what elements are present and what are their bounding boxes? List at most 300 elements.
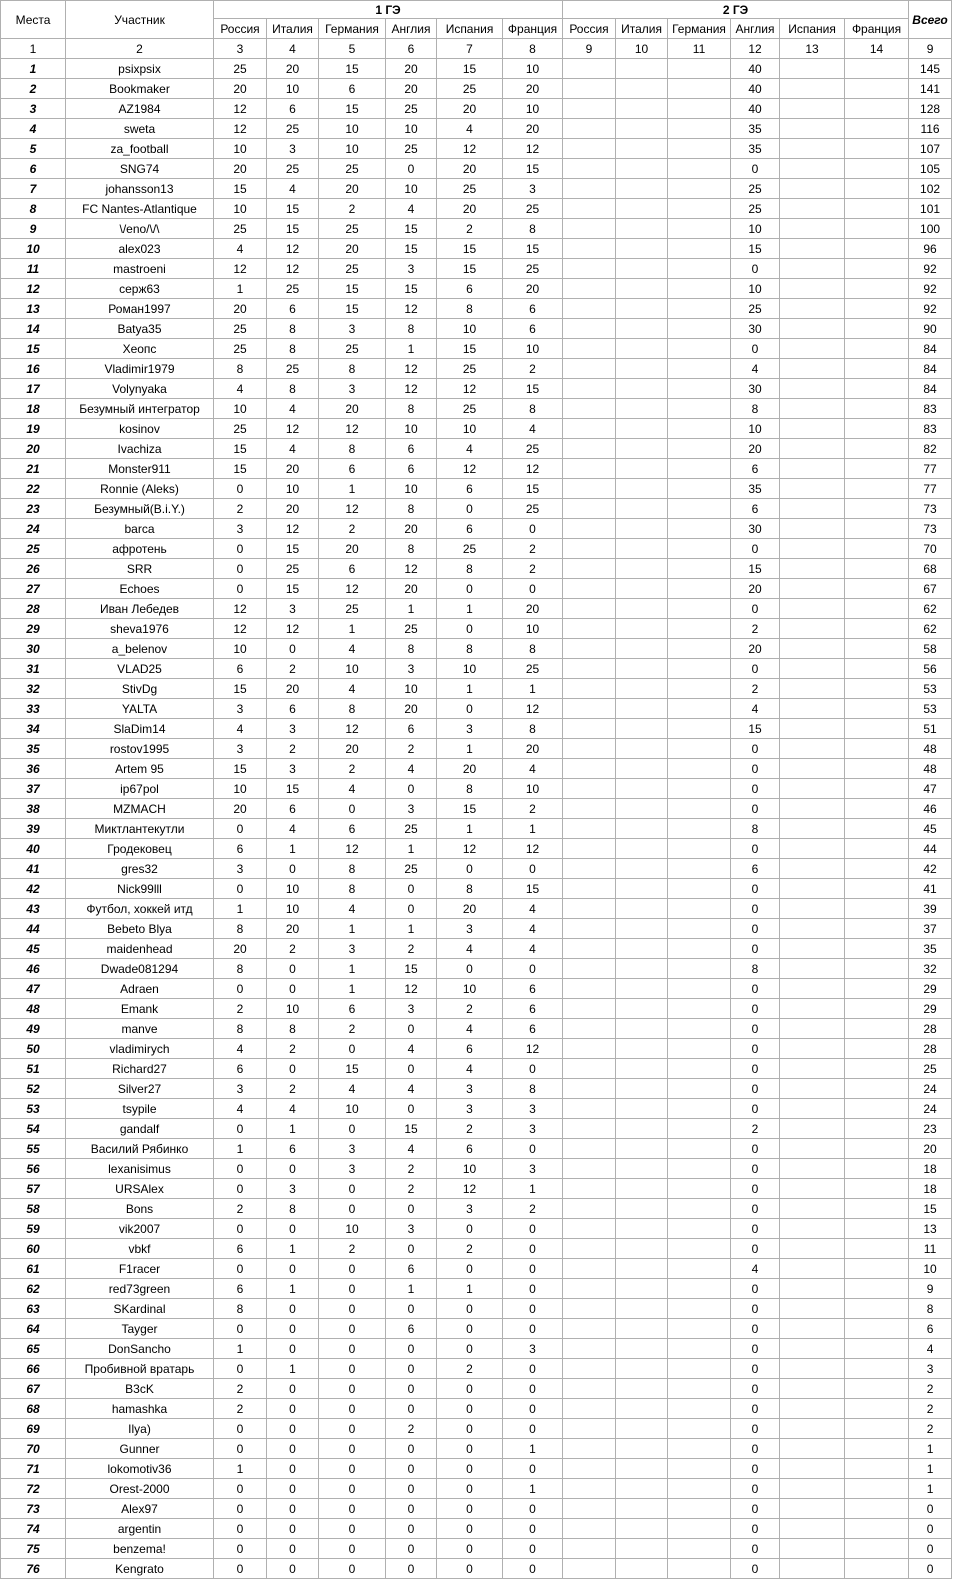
stage1-score: 10 [267, 999, 319, 1019]
place-cell: 34 [1, 719, 66, 739]
stage2-score: 25 [731, 179, 780, 199]
stage2-score [668, 259, 731, 279]
stage1-score: 0 [503, 1299, 563, 1319]
place-cell: 31 [1, 659, 66, 679]
stage2-score [616, 1059, 668, 1079]
place-cell: 56 [1, 1159, 66, 1179]
stage1-country-header: Германия [319, 19, 386, 39]
stage1-score: 4 [267, 439, 319, 459]
participant-name: SKardinal [66, 1299, 214, 1319]
stage1-score: 1 [386, 839, 437, 859]
stage1-score: 0 [214, 1419, 267, 1439]
stage1-score: 8 [503, 399, 563, 419]
column-number: 14 [845, 39, 909, 59]
stage1-score: 12 [437, 139, 503, 159]
stage2-score [845, 799, 909, 819]
stage2-score [780, 359, 845, 379]
stage2-score [616, 919, 668, 939]
stage2-score [668, 839, 731, 859]
stage2-score [845, 939, 909, 959]
stage2-score [780, 779, 845, 799]
stage1-score: 0 [503, 1559, 563, 1579]
stage1-score: 1 [214, 279, 267, 299]
place-cell: 50 [1, 1039, 66, 1059]
table-row [1, 1419, 952, 1439]
stage2-score [845, 1179, 909, 1199]
stage1-score: 8 [214, 959, 267, 979]
stage2-score: 0 [731, 879, 780, 899]
stage2-score [616, 959, 668, 979]
stage2-score: 35 [731, 139, 780, 159]
stage1-score: 4 [386, 1139, 437, 1159]
place-cell: 62 [1, 1279, 66, 1299]
stage2-score [845, 499, 909, 519]
stage2-score: 30 [731, 379, 780, 399]
total-cell: 92 [909, 259, 952, 279]
column-number: 7 [437, 39, 503, 59]
stage1-score: 15 [319, 99, 386, 119]
total-cell: 8 [909, 1299, 952, 1319]
place-cell: 55 [1, 1139, 66, 1159]
stage1-score: 0 [386, 1359, 437, 1379]
stage1-score: 6 [386, 1319, 437, 1339]
stage2-country-header: Германия [668, 19, 731, 39]
stage2-score [668, 319, 731, 339]
stage1-score: 2 [386, 739, 437, 759]
stage1-score: 25 [267, 359, 319, 379]
stage2-score: 0 [731, 799, 780, 819]
stage1-score: 10 [319, 119, 386, 139]
stage2-score [616, 1219, 668, 1239]
stage2-score [780, 1139, 845, 1159]
participant-name: AZ1984 [66, 99, 214, 119]
participant-name: SRR [66, 559, 214, 579]
stage2-score: 10 [731, 279, 780, 299]
stage1-score: 8 [214, 1299, 267, 1319]
table-row [1, 899, 952, 919]
stage2-score [616, 1519, 668, 1539]
stage1-score: 0 [503, 1259, 563, 1279]
stage2-score [563, 1159, 616, 1179]
stage1-score: 6 [437, 1039, 503, 1059]
place-cell: 25 [1, 539, 66, 559]
table-row [1, 1079, 952, 1099]
participant-name: Nick99lll [66, 879, 214, 899]
stage2-score: 25 [731, 299, 780, 319]
stage2-score [616, 679, 668, 699]
place-cell: 24 [1, 519, 66, 539]
stage1-score: 15 [319, 279, 386, 299]
stage2-score [668, 59, 731, 79]
stage2-score [780, 299, 845, 319]
stage2-score [616, 559, 668, 579]
stage2-score [668, 1179, 731, 1199]
stage2-score [780, 199, 845, 219]
stage1-score: 15 [503, 479, 563, 499]
participant-name: vbkf [66, 1239, 214, 1259]
stage1-score: 8 [386, 319, 437, 339]
stage1-score: 4 [319, 679, 386, 699]
table-row [1, 1459, 952, 1479]
stage1-score: 0 [503, 1139, 563, 1159]
stage2-score [668, 1219, 731, 1239]
stage1-score: 4 [267, 1099, 319, 1119]
stage2-score: 15 [731, 239, 780, 259]
column-number: 8 [503, 39, 563, 59]
stage2-score [668, 939, 731, 959]
stage1-score: 0 [386, 1379, 437, 1399]
table-row [1, 1399, 952, 1419]
stage1-score: 0 [214, 1359, 267, 1379]
table-row [1, 779, 952, 799]
stage1-score: 15 [503, 879, 563, 899]
stage2-score [845, 539, 909, 559]
stage2-score [563, 1359, 616, 1379]
stage2-score [780, 319, 845, 339]
stage2-score: 25 [731, 199, 780, 219]
place-cell: 3 [1, 99, 66, 119]
stage2-score [563, 959, 616, 979]
stage1-score: 25 [386, 819, 437, 839]
stage2-score [780, 1099, 845, 1119]
stage2-score [780, 1359, 845, 1379]
column-number: 3 [214, 39, 267, 59]
stage2-score [845, 299, 909, 319]
stage1-score: 0 [503, 959, 563, 979]
table-header [1, 1, 952, 39]
participant-name: Роман1997 [66, 299, 214, 319]
stage2-score [780, 799, 845, 819]
stage2-score: 6 [731, 499, 780, 519]
stage2-score [845, 1019, 909, 1039]
stage1-score: 0 [437, 499, 503, 519]
stage1-score: 15 [319, 1059, 386, 1079]
stage1-score: 0 [319, 1339, 386, 1359]
stage1-score: 20 [503, 119, 563, 139]
total-cell: 141 [909, 79, 952, 99]
stage1-score: 25 [437, 79, 503, 99]
table-row [1, 1219, 952, 1239]
stage2-score [616, 1399, 668, 1419]
stage1-score: 25 [319, 219, 386, 239]
stage1-score: 25 [267, 279, 319, 299]
stage1-score: 0 [267, 1479, 319, 1499]
stage1-score: 6 [386, 1259, 437, 1279]
stage1-score: 2 [267, 1039, 319, 1059]
stage2-score [616, 1359, 668, 1379]
total-cell: 77 [909, 479, 952, 499]
participant-name: Echoes [66, 579, 214, 599]
stage2-score [563, 579, 616, 599]
stage1-score: 1 [267, 1119, 319, 1139]
stage2-score [845, 899, 909, 919]
stage1-score: 0 [503, 1379, 563, 1399]
stage2-score [845, 359, 909, 379]
stage2-score [668, 699, 731, 719]
stage1-score: 1 [386, 1279, 437, 1299]
stage1-score: 20 [214, 299, 267, 319]
stage1-score: 12 [437, 839, 503, 859]
table-row [1, 839, 952, 859]
stage2-score: 6 [731, 459, 780, 479]
stage2-score [616, 899, 668, 919]
stage2-score [563, 719, 616, 739]
stage2-score [668, 1099, 731, 1119]
stage2-score [845, 519, 909, 539]
total-cell: 47 [909, 779, 952, 799]
stage1-score: 10 [503, 619, 563, 639]
stage1-score: 20 [386, 59, 437, 79]
participant-name: rostov1995 [66, 739, 214, 759]
stage2-score [845, 459, 909, 479]
stage2-score: 8 [731, 819, 780, 839]
stage2-score: 0 [731, 339, 780, 359]
stage2-score: 35 [731, 479, 780, 499]
stage2-score [780, 479, 845, 499]
stage1-score: 3 [214, 739, 267, 759]
stage1-score: 0 [503, 1399, 563, 1419]
place-cell: 58 [1, 1199, 66, 1219]
stage2-score [780, 1339, 845, 1359]
stage1-score: 3 [437, 1199, 503, 1219]
stage2-score [668, 619, 731, 639]
stage1-score: 0 [267, 1059, 319, 1079]
stage1-score: 0 [214, 819, 267, 839]
stage1-score: 25 [319, 339, 386, 359]
stage2-score [563, 999, 616, 1019]
participant-name: Иван Лебедев [66, 599, 214, 619]
stage2-score [616, 1179, 668, 1199]
stage2-score [845, 959, 909, 979]
stage2-score [845, 979, 909, 999]
stage1-score: 2 [214, 999, 267, 1019]
stage1-score: 2 [437, 1359, 503, 1379]
stage1-score: 8 [386, 639, 437, 659]
stage2-score: 0 [731, 1279, 780, 1299]
stage1-score: 6 [437, 479, 503, 499]
stage1-score: 12 [503, 699, 563, 719]
stage1-score: 0 [214, 1439, 267, 1459]
table-row [1, 879, 952, 899]
stage1-score: 25 [267, 159, 319, 179]
stage2-score [563, 459, 616, 479]
place-cell: 5 [1, 139, 66, 159]
stage2-score [563, 1059, 616, 1079]
place-cell: 71 [1, 1459, 66, 1479]
stage2-score [616, 139, 668, 159]
stage2-score [563, 1259, 616, 1279]
stage1-score: 0 [319, 1559, 386, 1579]
stage2-score [845, 739, 909, 759]
stage1-score: 8 [319, 359, 386, 379]
column-number: 1 [1, 39, 66, 59]
stage2-score [845, 1479, 909, 1499]
stage1-score: 20 [267, 59, 319, 79]
stage2-score [668, 999, 731, 1019]
stage1-score: 3 [503, 179, 563, 199]
stage2-score [845, 699, 909, 719]
place-cell: 73 [1, 1499, 66, 1519]
stage1-score: 6 [267, 99, 319, 119]
stage1-score: 0 [214, 539, 267, 559]
stage1-score: 12 [437, 1179, 503, 1199]
stage2-score [616, 1199, 668, 1219]
stage2-score: 0 [731, 599, 780, 619]
stage2-score [845, 1159, 909, 1179]
stage1-score: 0 [437, 1479, 503, 1499]
total-cell: 32 [909, 959, 952, 979]
table-row [1, 219, 952, 239]
stage1-score: 10 [503, 99, 563, 119]
total-cell: 51 [909, 719, 952, 739]
total-cell: 25 [909, 1059, 952, 1079]
stage1-score: 3 [267, 759, 319, 779]
stage1-country-header: Италия [267, 19, 319, 39]
place-cell: 53 [1, 1099, 66, 1119]
stage2-score [780, 1159, 845, 1179]
participant-name: gandalf [66, 1119, 214, 1139]
stage2-score [845, 1099, 909, 1119]
stage2-score: 0 [731, 1359, 780, 1379]
total-cell: 116 [909, 119, 952, 139]
participant-name: vik2007 [66, 1219, 214, 1239]
stage1-score: 20 [503, 79, 563, 99]
stage1-score: 15 [319, 59, 386, 79]
stage1-score: 0 [437, 1339, 503, 1359]
stage1-score: 15 [437, 259, 503, 279]
stage2-score [780, 659, 845, 679]
table-row [1, 1119, 952, 1139]
stage2-score [616, 1339, 668, 1359]
stage1-score: 2 [503, 359, 563, 379]
stage1-score: 0 [386, 899, 437, 919]
stage1-score: 4 [319, 779, 386, 799]
stage2-score: 0 [731, 1419, 780, 1439]
stage1-score: 4 [386, 199, 437, 219]
stage2-score [616, 519, 668, 539]
participant-name: афротень [66, 539, 214, 559]
stage1-score: 25 [503, 439, 563, 459]
stage2-score [563, 419, 616, 439]
stage2-score [616, 439, 668, 459]
stage2-score: 10 [731, 219, 780, 239]
stage2-score: 0 [731, 1499, 780, 1519]
stage2-score [563, 559, 616, 579]
stage2-score [563, 939, 616, 959]
stage1-score: 0 [214, 1539, 267, 1559]
stage1-score: 8 [437, 299, 503, 319]
stage1-score: 0 [386, 1519, 437, 1539]
stage2-score [668, 1119, 731, 1139]
stage1-score: 0 [214, 1519, 267, 1539]
stage2-score [845, 1339, 909, 1359]
stage1-score: 6 [319, 459, 386, 479]
stage2-score [780, 1519, 845, 1539]
stage1-score: 0 [386, 879, 437, 899]
stage2-score [563, 439, 616, 459]
stage1-score: 10 [214, 399, 267, 419]
stage1-score: 6 [503, 999, 563, 1019]
stage2-score [780, 79, 845, 99]
place-cell: 28 [1, 599, 66, 619]
stage2-score [563, 1379, 616, 1399]
participant-name: F1racer [66, 1259, 214, 1279]
stage2-score [845, 859, 909, 879]
place-cell: 59 [1, 1219, 66, 1239]
stage1-score: 2 [437, 1239, 503, 1259]
stage1-score: 0 [319, 1199, 386, 1219]
stage1-score: 1 [319, 619, 386, 639]
stage1-score: 15 [214, 759, 267, 779]
stage1-score: 8 [437, 559, 503, 579]
stage2-score [668, 1039, 731, 1059]
stage1-score: 3 [319, 1139, 386, 1159]
place-cell: 13 [1, 299, 66, 319]
stage2-score [845, 1279, 909, 1299]
stage2-score [563, 879, 616, 899]
stage2-score [845, 759, 909, 779]
stage1-score: 0 [214, 1119, 267, 1139]
stage1-score: 0 [267, 1299, 319, 1319]
column-number: 4 [267, 39, 319, 59]
stage2-score: 0 [731, 659, 780, 679]
stage2-score [845, 219, 909, 239]
stage1-score: 0 [386, 1299, 437, 1319]
stage2-score [616, 659, 668, 679]
stage1-score: 1 [214, 899, 267, 919]
participant-name: alex023 [66, 239, 214, 259]
stage2-score [845, 139, 909, 159]
participant-name: Dwade081294 [66, 959, 214, 979]
stage2-score [780, 1019, 845, 1039]
stage1-score: 0 [386, 1099, 437, 1119]
table-row [1, 639, 952, 659]
stage1-score: 4 [503, 759, 563, 779]
stage1-score: 12 [386, 379, 437, 399]
stage2-score: 0 [731, 759, 780, 779]
stage1-score: 10 [319, 659, 386, 679]
stage1-score: 0 [437, 859, 503, 879]
total-cell: 0 [909, 1539, 952, 1559]
stage2-score: 0 [731, 899, 780, 919]
stage1-score: 0 [386, 1479, 437, 1499]
stage1-score: 4 [267, 819, 319, 839]
stage2-score [780, 1559, 845, 1579]
stage2-header: 2 ГЭ [563, 1, 909, 19]
stage1-score: 0 [267, 1539, 319, 1559]
stage2-score [780, 219, 845, 239]
stage2-score [845, 819, 909, 839]
stage1-score: 12 [386, 979, 437, 999]
total-cell: 100 [909, 219, 952, 239]
stage1-country-header: Испания [437, 19, 503, 39]
stage2-score [668, 1459, 731, 1479]
stage2-score [563, 1479, 616, 1499]
stage1-score: 0 [214, 1259, 267, 1279]
stage2-score: 0 [731, 1159, 780, 1179]
stage2-score [780, 1179, 845, 1199]
place-cell: 14 [1, 319, 66, 339]
stage1-score: 25 [386, 99, 437, 119]
stage1-score: 12 [267, 259, 319, 279]
table-row [1, 239, 952, 259]
table-row [1, 1159, 952, 1179]
stage2-score [668, 919, 731, 939]
table-row [1, 199, 952, 219]
table-row [1, 519, 952, 539]
place-cell: 23 [1, 499, 66, 519]
stage2-score [668, 1319, 731, 1339]
